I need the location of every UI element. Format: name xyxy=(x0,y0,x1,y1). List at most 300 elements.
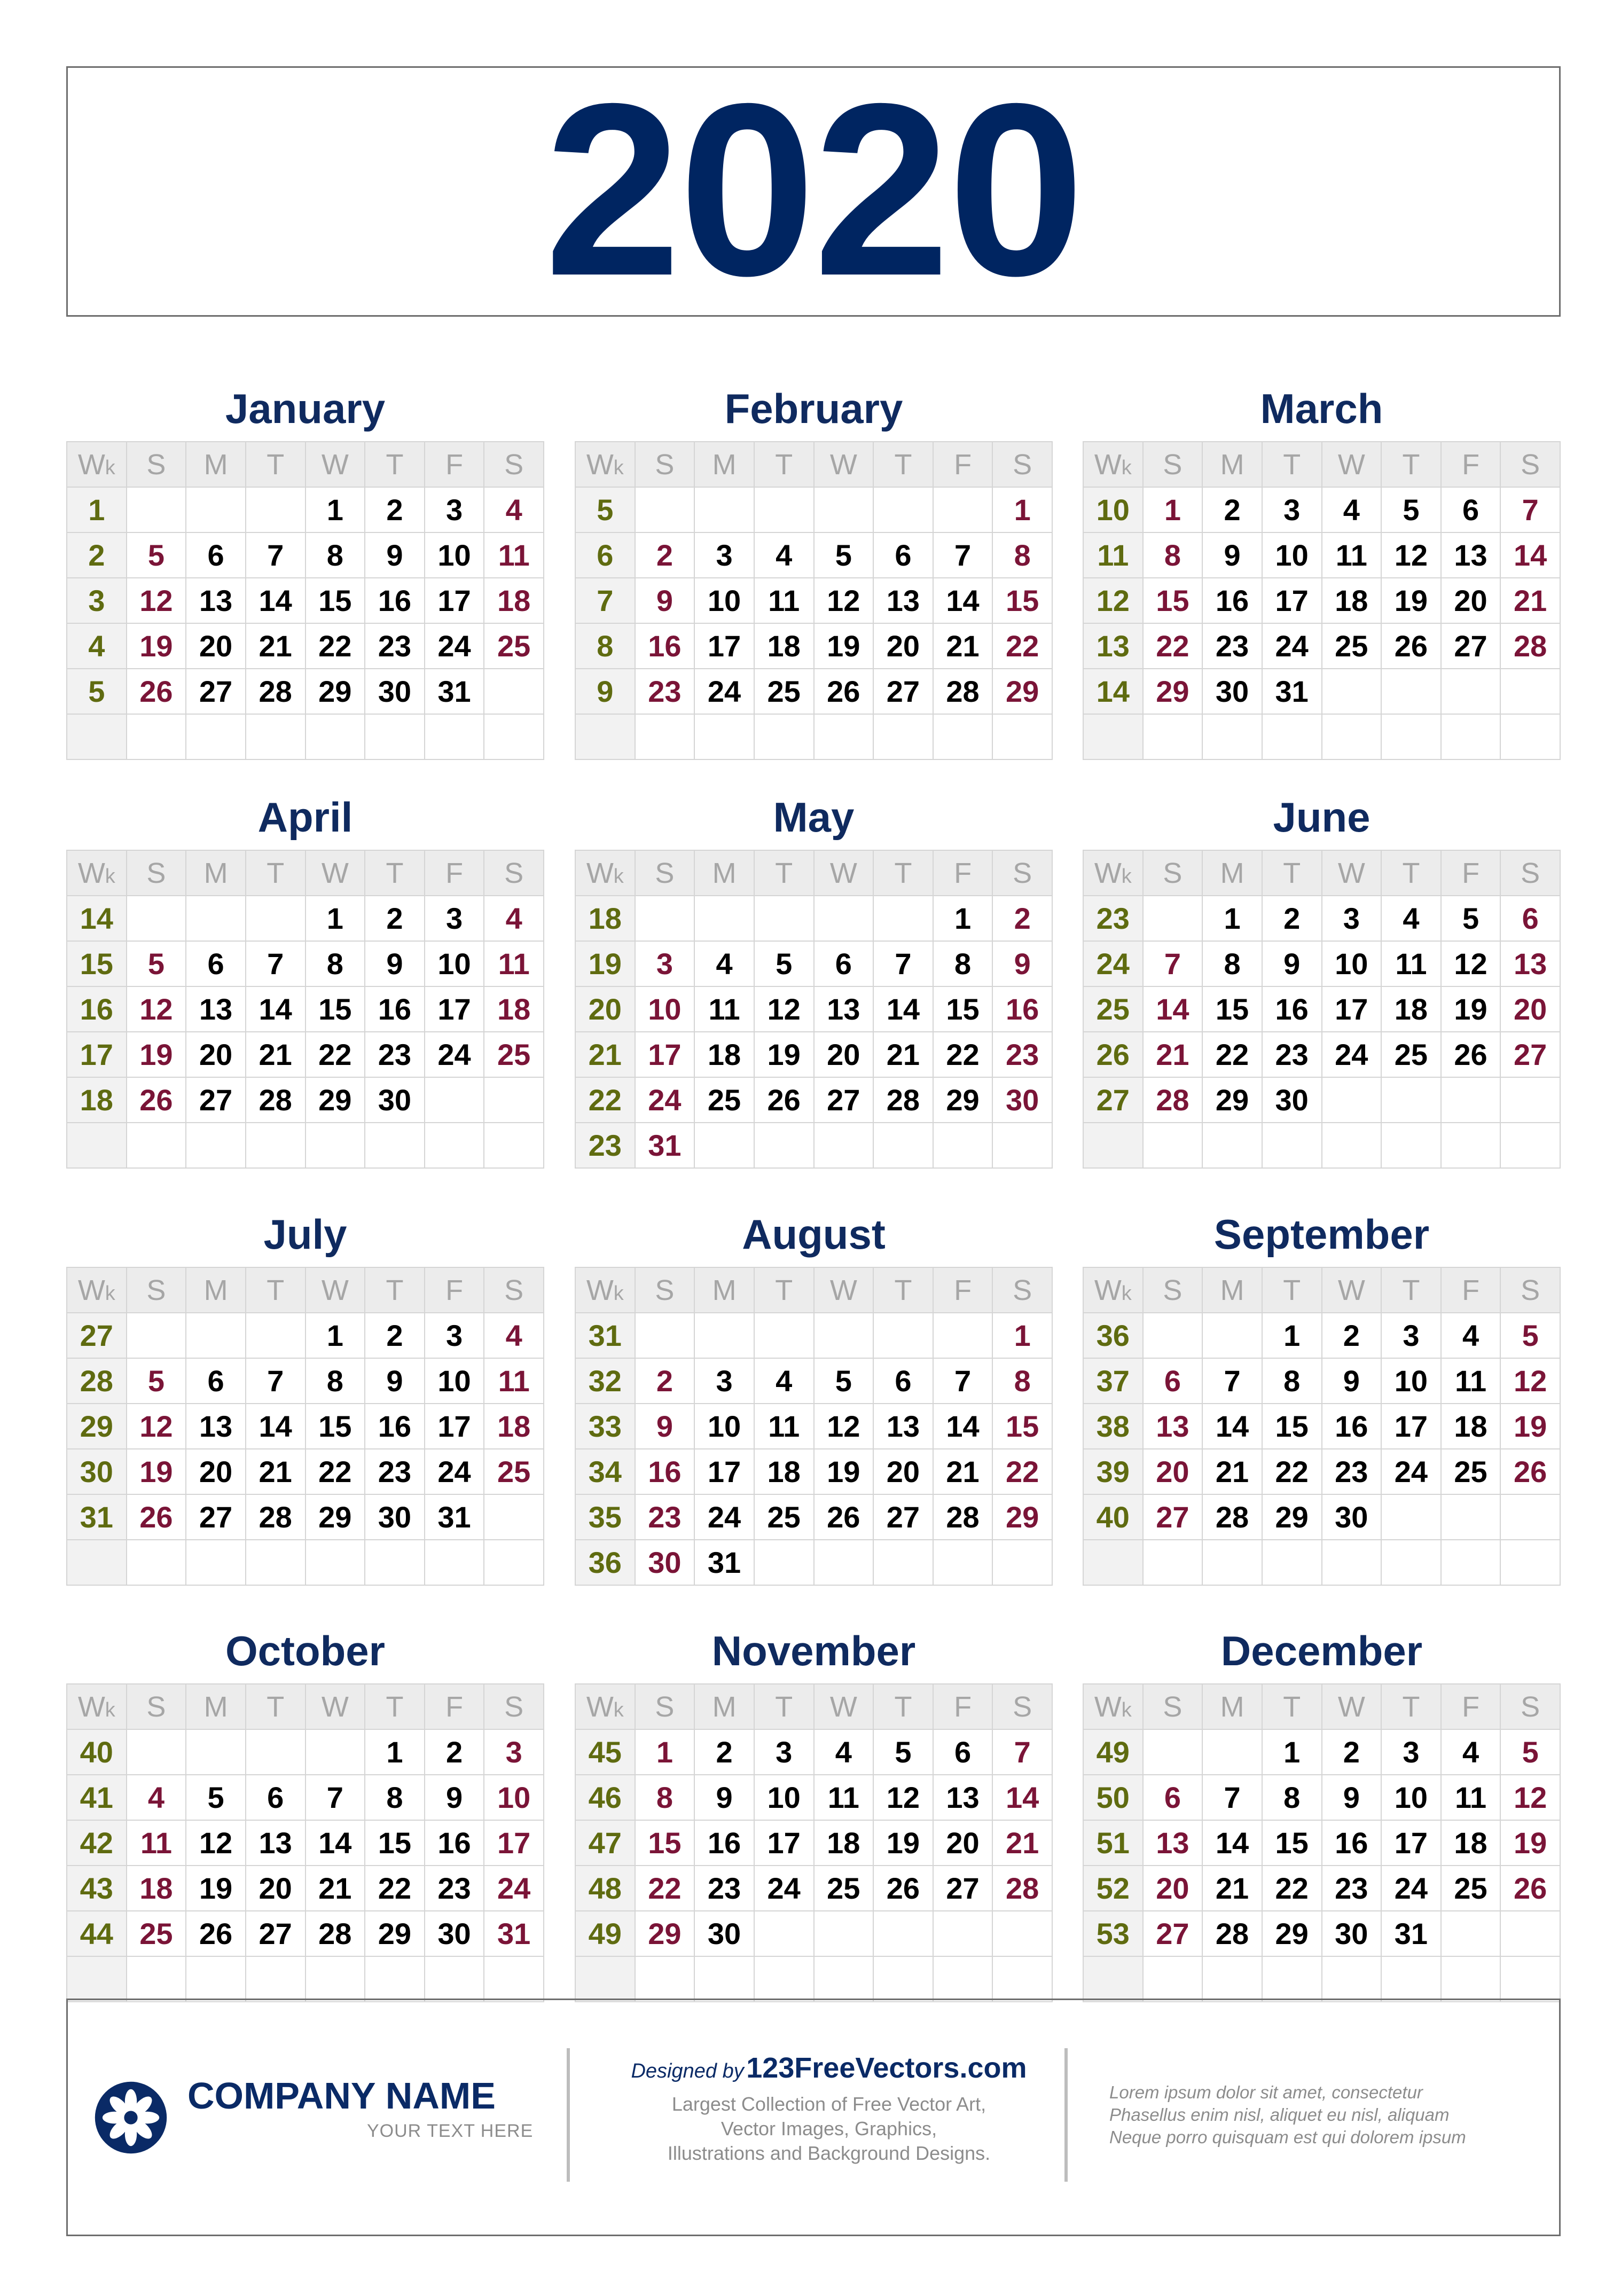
day-cell xyxy=(127,1123,186,1168)
day-cell: 24 xyxy=(754,1866,814,1911)
day-cell: 6 xyxy=(246,1775,306,1820)
week-number: 42 xyxy=(67,1820,127,1866)
day-cell: 19 xyxy=(1441,986,1501,1032)
weekday-header: T xyxy=(754,1267,814,1313)
day-cell: 8 xyxy=(306,532,365,578)
month-name: December xyxy=(1220,1627,1423,1674)
day-cell xyxy=(992,1956,1052,2002)
week-header-sub: k xyxy=(105,1698,115,1721)
weekday-header: S xyxy=(484,1684,544,1729)
day-cell: 10 xyxy=(425,532,484,578)
day-cell xyxy=(1441,1956,1501,2002)
day-cell xyxy=(1441,714,1501,759)
week-header-main: W xyxy=(1094,1690,1122,1723)
day-cell xyxy=(1262,1956,1322,2002)
week-number: 25 xyxy=(1083,986,1143,1032)
day-cell xyxy=(814,1313,874,1358)
day-cell xyxy=(186,1313,246,1358)
day-cell: 3 xyxy=(1322,896,1382,941)
day-cell xyxy=(1322,1123,1382,1168)
weekday-header: S xyxy=(635,1267,695,1313)
day-cell: 29 xyxy=(992,1494,1052,1540)
day-cell: 5 xyxy=(127,941,186,986)
day-cell xyxy=(484,1540,544,1585)
week-row xyxy=(1083,1540,1560,1585)
week-header xyxy=(575,1267,635,1313)
day-cell: 13 xyxy=(1441,532,1501,578)
day-cell: 7 xyxy=(246,941,306,986)
day-cell: 28 xyxy=(246,1077,306,1123)
week-number xyxy=(67,1540,127,1585)
week-number: 18 xyxy=(67,1077,127,1123)
week-header-sub: k xyxy=(105,456,115,479)
day-cell xyxy=(1381,1077,1441,1123)
designer-site-link[interactable]: 123FreeVectors.com xyxy=(746,2052,1027,2084)
week-row xyxy=(67,986,544,1032)
day-cell: 23 xyxy=(992,1032,1052,1077)
day-cell xyxy=(186,896,246,941)
week-row xyxy=(575,1956,1052,2002)
day-cell: 19 xyxy=(186,1866,246,1911)
day-cell: 27 xyxy=(933,1866,993,1911)
weekday-header: M xyxy=(694,442,754,487)
month-name: June xyxy=(1273,794,1371,841)
month-block xyxy=(1083,1211,1561,1586)
week-number: 47 xyxy=(575,1820,635,1866)
week-row xyxy=(67,1313,544,1358)
week-number: 5 xyxy=(67,669,127,714)
weekday-header-row xyxy=(67,850,544,896)
day-cell: 10 xyxy=(635,986,695,1032)
week-number: 2 xyxy=(67,532,127,578)
weekday-header: S xyxy=(992,850,1052,896)
day-cell xyxy=(1381,714,1441,759)
day-cell: 12 xyxy=(186,1820,246,1866)
week-number: 36 xyxy=(575,1540,635,1585)
week-number xyxy=(1083,1540,1143,1585)
day-cell: 19 xyxy=(1500,1404,1560,1449)
day-cell: 9 xyxy=(635,1404,695,1449)
day-cell: 15 xyxy=(635,1820,695,1866)
day-cell: 18 xyxy=(754,623,814,669)
day-cell xyxy=(873,1956,933,2002)
day-cell: 7 xyxy=(992,1729,1052,1775)
day-cell: 17 xyxy=(425,1404,484,1449)
day-cell xyxy=(1381,1494,1441,1540)
month-block xyxy=(575,385,1053,760)
week-row xyxy=(575,532,1052,578)
day-cell: 27 xyxy=(186,669,246,714)
day-cell: 7 xyxy=(1202,1775,1262,1820)
weekday-header: T xyxy=(754,1684,814,1729)
day-cell: 7 xyxy=(933,1358,993,1404)
day-cell xyxy=(873,896,933,941)
day-cell: 22 xyxy=(1262,1866,1322,1911)
day-cell: 30 xyxy=(365,1077,425,1123)
day-cell: 9 xyxy=(635,578,695,623)
day-cell: 14 xyxy=(1500,532,1560,578)
weekday-header: T xyxy=(873,1684,933,1729)
day-cell: 1 xyxy=(992,487,1052,532)
week-number xyxy=(1083,1956,1143,2002)
weekday-header: T xyxy=(1381,1267,1441,1313)
weekday-header: M xyxy=(186,1267,246,1313)
day-cell xyxy=(246,487,306,532)
month-table xyxy=(575,850,1053,1169)
day-cell xyxy=(814,1911,874,1956)
day-cell: 27 xyxy=(1441,623,1501,669)
day-cell: 23 xyxy=(1262,1032,1322,1077)
day-cell: 2 xyxy=(365,487,425,532)
day-cell: 8 xyxy=(365,1775,425,1820)
day-cell: 23 xyxy=(1322,1449,1382,1494)
day-cell: 22 xyxy=(1143,623,1203,669)
day-cell: 21 xyxy=(246,1032,306,1077)
day-cell: 8 xyxy=(1262,1358,1322,1404)
day-cell: 7 xyxy=(1500,487,1560,532)
week-row xyxy=(67,1494,544,1540)
day-cell xyxy=(694,1313,754,1358)
day-cell: 8 xyxy=(1143,532,1203,578)
day-cell: 18 xyxy=(484,986,544,1032)
day-cell xyxy=(186,1123,246,1168)
week-row xyxy=(575,1540,1052,1585)
week-number: 4 xyxy=(67,623,127,669)
week-number: 43 xyxy=(67,1866,127,1911)
weekday-header: S xyxy=(635,1684,695,1729)
weekday-header: T xyxy=(1381,442,1441,487)
weekday-header: T xyxy=(873,442,933,487)
month-name: May xyxy=(773,794,855,841)
week-number xyxy=(575,714,635,759)
day-cell: 3 xyxy=(1381,1313,1441,1358)
day-cell: 11 xyxy=(1381,941,1441,986)
day-cell: 5 xyxy=(1381,487,1441,532)
day-cell xyxy=(933,714,993,759)
day-cell xyxy=(635,1313,695,1358)
day-cell: 19 xyxy=(127,1032,186,1077)
day-cell: 17 xyxy=(694,623,754,669)
day-cell xyxy=(186,1956,246,2002)
day-cell: 9 xyxy=(694,1775,754,1820)
day-cell: 5 xyxy=(1500,1313,1560,1358)
week-row xyxy=(575,1494,1052,1540)
week-number: 1 xyxy=(67,487,127,532)
week-header-sub: k xyxy=(1121,456,1132,479)
day-cell: 12 xyxy=(127,578,186,623)
day-cell: 29 xyxy=(635,1911,695,1956)
day-cell xyxy=(694,1123,754,1168)
weekday-header: M xyxy=(1202,442,1262,487)
week-header-main: W xyxy=(586,1274,614,1306)
day-cell: 20 xyxy=(1500,986,1560,1032)
day-cell xyxy=(992,1123,1052,1168)
day-cell: 8 xyxy=(992,1358,1052,1404)
month-table xyxy=(66,441,544,760)
footer-divider xyxy=(1064,2048,1068,2182)
day-cell: 27 xyxy=(246,1911,306,1956)
day-cell: 20 xyxy=(873,1449,933,1494)
day-cell: 31 xyxy=(1262,669,1322,714)
month-table xyxy=(1083,441,1561,760)
weekday-header: S xyxy=(484,850,544,896)
day-cell: 27 xyxy=(186,1077,246,1123)
day-cell: 1 xyxy=(1143,487,1203,532)
day-cell xyxy=(1202,1956,1262,2002)
week-number: 40 xyxy=(1083,1494,1143,1540)
day-cell: 17 xyxy=(1381,1820,1441,1866)
weekday-header: W xyxy=(306,1267,365,1313)
week-number: 49 xyxy=(575,1911,635,1956)
day-cell: 14 xyxy=(1143,986,1203,1032)
day-cell: 4 xyxy=(694,941,754,986)
weekday-header: T xyxy=(365,850,425,896)
day-cell: 19 xyxy=(814,623,874,669)
day-cell: 5 xyxy=(127,532,186,578)
day-cell: 24 xyxy=(635,1077,695,1123)
week-header xyxy=(67,850,127,896)
week-row xyxy=(1083,1123,1560,1168)
day-cell: 22 xyxy=(992,623,1052,669)
day-cell: 20 xyxy=(1143,1866,1203,1911)
day-cell: 9 xyxy=(1262,941,1322,986)
day-cell: 12 xyxy=(814,578,874,623)
day-cell xyxy=(246,1956,306,2002)
day-cell xyxy=(1202,1540,1262,1585)
day-cell: 8 xyxy=(1202,941,1262,986)
day-cell: 26 xyxy=(186,1911,246,1956)
day-cell: 1 xyxy=(635,1729,695,1775)
weekday-header: T xyxy=(873,1267,933,1313)
weekday-header-row xyxy=(67,1267,544,1313)
day-cell: 12 xyxy=(127,986,186,1032)
week-row xyxy=(1083,1032,1560,1077)
day-cell xyxy=(484,1077,544,1123)
day-cell: 24 xyxy=(425,623,484,669)
day-cell: 25 xyxy=(1322,623,1382,669)
day-cell: 18 xyxy=(1381,986,1441,1032)
day-cell xyxy=(1381,1123,1441,1168)
day-cell: 15 xyxy=(1262,1404,1322,1449)
lorem-line: Phasellus enim nisl, aliquet eu nisl, aliquam xyxy=(1109,2105,1450,2125)
weekday-header: F xyxy=(425,1267,484,1313)
day-cell: 2 xyxy=(992,896,1052,941)
week-header-main: W xyxy=(77,857,105,889)
week-number: 51 xyxy=(1083,1820,1143,1866)
day-cell: 14 xyxy=(873,986,933,1032)
week-row xyxy=(1083,578,1560,623)
week-row xyxy=(575,1313,1052,1358)
day-cell: 11 xyxy=(1441,1358,1501,1404)
day-cell: 4 xyxy=(484,896,544,941)
week-number: 53 xyxy=(1083,1911,1143,1956)
day-cell: 30 xyxy=(694,1911,754,1956)
day-cell: 13 xyxy=(186,986,246,1032)
weekday-header: S xyxy=(1500,850,1560,896)
day-cell: 10 xyxy=(1322,941,1382,986)
day-cell: 6 xyxy=(933,1729,993,1775)
day-cell xyxy=(1500,1494,1560,1540)
week-row xyxy=(575,1775,1052,1820)
day-cell: 25 xyxy=(1441,1449,1501,1494)
day-cell: 29 xyxy=(306,1494,365,1540)
day-cell xyxy=(1143,1956,1203,2002)
day-cell xyxy=(484,1956,544,2002)
day-cell xyxy=(992,714,1052,759)
footer-divider xyxy=(567,2048,570,2182)
day-cell: 25 xyxy=(1441,1866,1501,1911)
weekday-header-row xyxy=(1083,850,1560,896)
week-row xyxy=(67,623,544,669)
week-row xyxy=(1083,1404,1560,1449)
week-row xyxy=(1083,1494,1560,1540)
week-number: 37 xyxy=(1083,1358,1143,1404)
weekday-header: S xyxy=(992,1267,1052,1313)
day-cell: 26 xyxy=(127,1077,186,1123)
weekday-header: F xyxy=(425,1684,484,1729)
day-cell xyxy=(933,1540,993,1585)
day-cell: 19 xyxy=(814,1449,874,1494)
weekday-header: T xyxy=(246,1684,306,1729)
day-cell: 20 xyxy=(1143,1449,1203,1494)
day-cell: 3 xyxy=(1381,1729,1441,1775)
day-cell xyxy=(425,1956,484,2002)
day-cell: 19 xyxy=(1381,578,1441,623)
day-cell: 2 xyxy=(1322,1313,1382,1358)
day-cell xyxy=(1262,1540,1322,1585)
day-cell xyxy=(1441,1123,1501,1168)
day-cell: 16 xyxy=(694,1820,754,1866)
weekday-header: T xyxy=(365,1684,425,1729)
day-cell: 24 xyxy=(425,1032,484,1077)
week-header-main: W xyxy=(77,1690,105,1723)
day-cell: 25 xyxy=(1381,1032,1441,1077)
day-cell: 10 xyxy=(1381,1775,1441,1820)
week-row xyxy=(67,1404,544,1449)
day-cell: 15 xyxy=(365,1820,425,1866)
day-cell: 25 xyxy=(484,1032,544,1077)
week-header xyxy=(67,442,127,487)
week-row xyxy=(67,1123,544,1168)
day-cell: 11 xyxy=(1322,532,1382,578)
day-cell: 3 xyxy=(425,896,484,941)
weekday-header: S xyxy=(1143,850,1203,896)
week-header-sub: k xyxy=(1121,865,1132,888)
month-table xyxy=(575,441,1053,760)
day-cell xyxy=(754,1313,814,1358)
day-cell xyxy=(306,714,365,759)
week-header xyxy=(1083,442,1143,487)
day-cell: 24 xyxy=(1322,1032,1382,1077)
month-name: January xyxy=(225,385,386,432)
weekday-header: S xyxy=(127,442,186,487)
day-cell xyxy=(484,714,544,759)
day-cell: 27 xyxy=(1500,1032,1560,1077)
day-cell: 31 xyxy=(694,1540,754,1585)
week-header-main: W xyxy=(586,1690,614,1723)
description-line: Illustrations and Background Designs. xyxy=(667,2142,991,2164)
day-cell xyxy=(1500,1540,1560,1585)
week-number: 15 xyxy=(67,941,127,986)
week-row xyxy=(1083,986,1560,1032)
day-cell: 29 xyxy=(306,1077,365,1123)
day-cell: 6 xyxy=(186,1358,246,1404)
week-row xyxy=(1083,1866,1560,1911)
week-number: 32 xyxy=(575,1358,635,1404)
week-number: 44 xyxy=(67,1911,127,1956)
month-block xyxy=(575,1211,1053,1586)
day-cell: 20 xyxy=(814,1032,874,1077)
week-row xyxy=(575,623,1052,669)
week-row xyxy=(575,1077,1052,1123)
day-cell xyxy=(814,714,874,759)
day-cell: 30 xyxy=(635,1540,695,1585)
day-cell: 16 xyxy=(1322,1404,1382,1449)
day-cell: 31 xyxy=(484,1911,544,1956)
day-cell: 24 xyxy=(425,1449,484,1494)
day-cell xyxy=(1143,1123,1203,1168)
day-cell: 16 xyxy=(1262,986,1322,1032)
day-cell: 14 xyxy=(246,1404,306,1449)
week-number: 31 xyxy=(67,1494,127,1540)
footer-panel xyxy=(66,1999,1561,2236)
day-cell xyxy=(873,714,933,759)
day-cell: 20 xyxy=(186,623,246,669)
day-cell: 27 xyxy=(873,1494,933,1540)
month-table xyxy=(1083,850,1561,1169)
day-cell: 27 xyxy=(186,1494,246,1540)
day-cell xyxy=(873,1911,933,1956)
day-cell xyxy=(484,669,544,714)
day-cell: 11 xyxy=(754,578,814,623)
day-cell: 17 xyxy=(754,1820,814,1866)
month-block xyxy=(66,794,544,1169)
day-cell: 11 xyxy=(694,986,754,1032)
weekday-header: S xyxy=(484,442,544,487)
day-cell: 21 xyxy=(1202,1866,1262,1911)
weekday-header: S xyxy=(992,1684,1052,1729)
week-number xyxy=(1083,1123,1143,1168)
day-cell: 4 xyxy=(1441,1729,1501,1775)
week-row xyxy=(67,532,544,578)
day-cell xyxy=(306,1540,365,1585)
week-row xyxy=(575,1032,1052,1077)
day-cell: 23 xyxy=(425,1866,484,1911)
day-cell: 3 xyxy=(484,1729,544,1775)
day-cell: 28 xyxy=(1500,623,1560,669)
day-cell: 28 xyxy=(1202,1911,1262,1956)
day-cell: 26 xyxy=(1500,1866,1560,1911)
weekday-header: S xyxy=(1500,442,1560,487)
day-cell: 26 xyxy=(814,669,874,714)
day-cell: 10 xyxy=(1262,532,1322,578)
day-cell: 13 xyxy=(186,1404,246,1449)
day-cell: 16 xyxy=(365,986,425,1032)
month-name: November xyxy=(711,1627,916,1674)
week-header-sub: k xyxy=(1121,1698,1132,1721)
week-row xyxy=(1083,1077,1560,1123)
designed-by-line xyxy=(602,2054,1056,2082)
weekday-header: M xyxy=(694,1684,754,1729)
week-row xyxy=(67,1540,544,1585)
weekday-header-row xyxy=(575,1684,1052,1729)
day-cell xyxy=(365,1540,425,1585)
day-cell xyxy=(1381,1956,1441,2002)
day-cell: 30 xyxy=(425,1911,484,1956)
week-header xyxy=(575,442,635,487)
day-cell: 9 xyxy=(425,1775,484,1820)
day-cell: 24 xyxy=(1381,1866,1441,1911)
